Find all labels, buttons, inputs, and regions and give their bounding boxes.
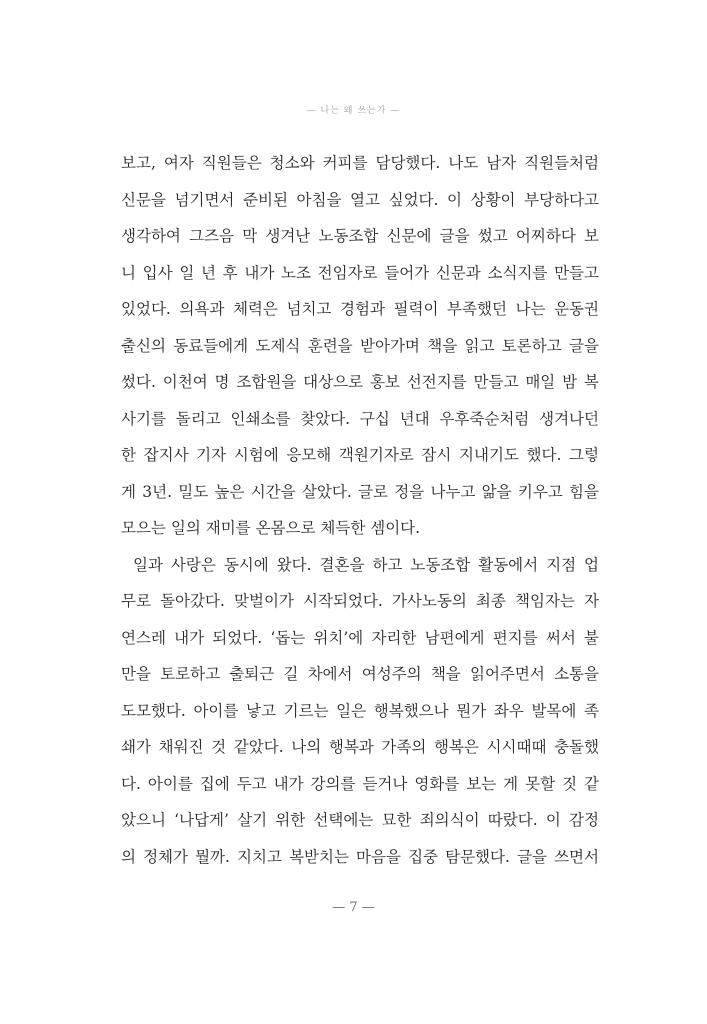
body-line: 니 입사 일 년 후 내가 노조 전임자로 들어가 신문과 소식지를 만들고: [121, 263, 599, 282]
body-line: 았으니 ‘나답게’ 살기 위한 선택에는 묘한 죄의식이 따랐다. 이 감정: [121, 811, 599, 829]
page-number: — 7 —: [332, 900, 375, 915]
running-header: — 나는 왜 쓰는가 —: [306, 106, 401, 116]
body-line: 의 정체가 뭘까. 지치고 복받치는 마음을 집중 탐문했다. 글을 쓰면서: [121, 847, 599, 866]
body-line: 한 잡지사 기자 시험에 응모해 객원기자로 잠시 지내기도 했다. 그렇: [121, 446, 599, 464]
body-text: [121, 145, 599, 875]
body-line: 신문을 넘기면서 준비된 아침을 열고 싶었다. 이 상황이 부당하다고: [121, 190, 599, 209]
body-line: 무로 돌아갔다. 맞벌이가 시작되었다. 가사노동의 최종 책임자는 자: [121, 592, 599, 610]
body-line: 만을 토로하고 출퇴근 길 차에서 여성주의 책을 읽어주면서 소통을: [121, 665, 599, 683]
body-line: 썼다. 이천여 명 조합원을 대상으로 홍보 선전지를 만들고 매일 밤 복: [121, 373, 599, 391]
body-line: 보고, 여자 직원들은 청소와 커피를 담당했다. 나도 남자 직원들처럼: [121, 154, 599, 172]
body-line: 출신의 동료들에게 도제식 훈련을 받아가며 책을 읽고 토론하고 글을: [121, 336, 599, 355]
body-line: 쇄가 채워진 것 같았다. 나의 행복과 가족의 행복은 시시때때 충돌했: [121, 738, 599, 756]
body-line: 사기를 돌리고 인쇄소를 찾았다. 구십 년대 우후죽순처럼 생겨나던: [121, 409, 599, 428]
body-line: 모으는 일의 재미를 온몸으로 체득한 셈이다.: [121, 519, 421, 537]
body-line: 있었다. 의욕과 체력은 넘치고 경험과 필력이 부족했던 나는 운동권: [121, 300, 599, 318]
body-line: 생각하여 그즈음 막 생겨난 노동조합 신문에 글을 썼고 어찌하다 보: [121, 227, 599, 245]
body-line: 게 3년. 밀도 높은 시간을 살았다. 글로 정을 나누고 앎을 키우고 힘을: [121, 482, 599, 501]
body-line: 일과 사랑은 동시에 왔다. 결혼을 하고 노동조합 활동에서 지점 업: [133, 555, 599, 574]
body-line: 연스레 내가 되었다. ‘돕는 위치’에 자리한 남편에게 편지를 써서 불: [121, 628, 599, 647]
body-line: 도모했다. 아이를 낳고 기르는 일은 행복했으나 뭔가 좌우 발목에 족: [121, 701, 599, 720]
body-line: 다. 아이를 집에 두고 내가 강의를 듣거나 영화를 보는 게 못할 짓 같: [121, 774, 599, 793]
